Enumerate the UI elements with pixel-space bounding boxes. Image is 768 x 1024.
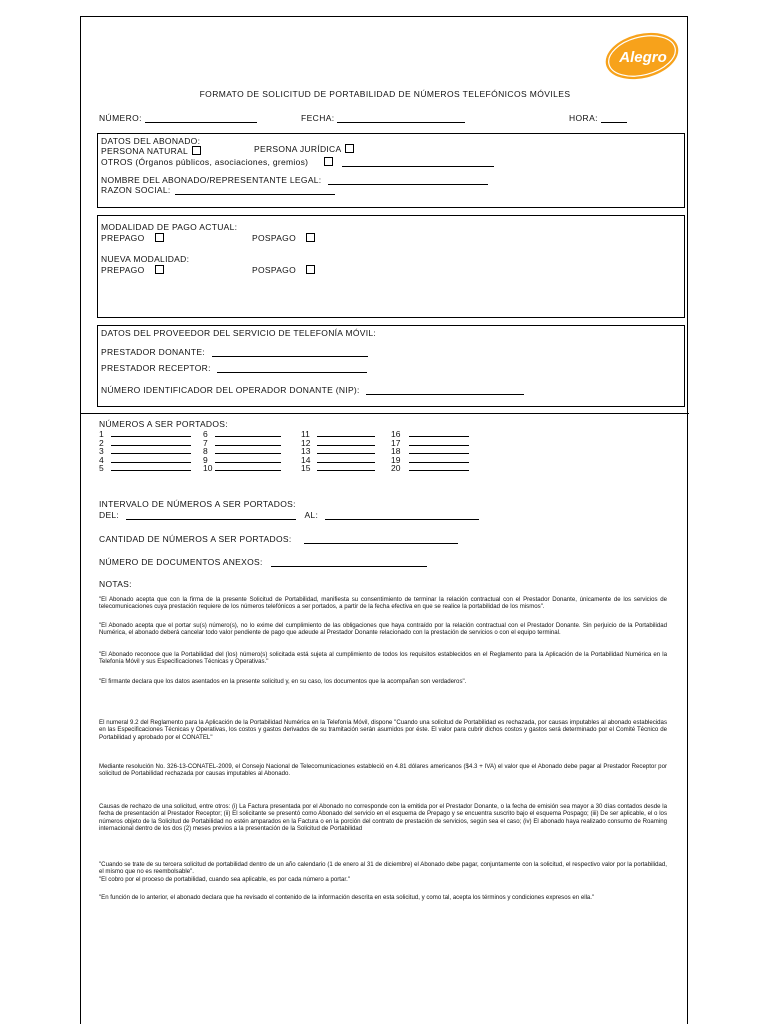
prepago-nueva-label: PREPAGO: [101, 265, 145, 275]
cantidad-label: CANTIDAD DE NÚMEROS A SER PORTADOS:: [99, 534, 292, 544]
pospago-nueva-label: POSPAGO: [252, 265, 296, 275]
prepago-actual-checkbox[interactable]: [155, 233, 164, 242]
otros-checkbox[interactable]: [324, 157, 333, 166]
hora-field[interactable]: [601, 114, 627, 123]
numero-field-5[interactable]: [111, 464, 191, 471]
numero-field-4[interactable]: [111, 456, 191, 463]
abonado-heading: DATOS DEL ABONADO:: [101, 136, 201, 146]
prepago-actual-label: PREPAGO: [101, 233, 145, 243]
persona-juridica-checkbox[interactable]: [345, 144, 354, 153]
prestador-donante-label: PRESTADOR DONANTE:: [101, 347, 205, 357]
numero-field-17[interactable]: [409, 439, 469, 446]
notas-heading: NOTAS:: [99, 579, 132, 589]
pago-actual-heading: MODALIDAD DE PAGO ACTUAL:: [101, 222, 238, 232]
form-page: [80, 16, 688, 1024]
nota-paragraph-8: "Cuando se trate de su tercera solicitud de portabilidad dentro de un año calendario (1 de enero al 31 de diciembre) el Abonado debe pagar, conjuntamente con la solicitud, el respectivo valor por la portabilidad, el mismo que no es reembolsable".: [99, 861, 667, 876]
numero-field-9[interactable]: [215, 456, 281, 463]
intervalo-del-field[interactable]: [126, 511, 296, 520]
numero-field-14[interactable]: [317, 456, 375, 463]
numero-label: NÚMERO:: [99, 113, 142, 123]
razon-social-field[interactable]: [175, 186, 335, 195]
nota-paragraph-2: "El Abonado acepta que el portar su(s) número(s), no lo exime del cumplimiento de las obligaciones que haya contraído por la relación contractual con el Prestador Donante. Sin perjuicio de la Portabilidad Numérica, el abonado deberá cancelar todo valor pendiente de pago que adeude al Prestador Donante relacionado con la prestación de servicios o con el equipo terminal.: [99, 622, 667, 637]
numeros-heading: NÚMEROS A SER PORTADOS:: [99, 419, 228, 429]
numero-field-18[interactable]: [409, 447, 469, 454]
pago-section: [97, 215, 685, 318]
numero-field-1[interactable]: [111, 430, 191, 437]
numero-field-11[interactable]: [317, 430, 375, 437]
alegro-logo: [601, 29, 683, 83]
numeros-col-3: 11 12 13 14 15: [301, 430, 375, 473]
nip-label: NÚMERO IDENTIFICADOR DEL OPERADOR DONANTE (NIP):: [101, 385, 360, 395]
prestador-receptor-label: PRESTADOR RECEPTOR:: [101, 363, 211, 373]
persona-natural-label: PERSONA NATURAL: [101, 146, 189, 156]
nip-field[interactable]: [366, 386, 524, 395]
nueva-modalidad-heading: NUEVA MODALIDAD:: [101, 254, 190, 264]
nota-paragraph-9: "El cobro por el proceso de portabilidad, cuando sea aplicable, es por cada número a portar.": [99, 876, 350, 883]
fecha-label: FECHA:: [301, 113, 335, 123]
documentos-field[interactable]: [271, 558, 427, 567]
intervalo-al-label: AL:: [304, 510, 319, 520]
abonado-section: [97, 133, 685, 208]
form-title: FORMATO DE SOLICITUD DE PORTABILIDAD DE NÚMEROS TELEFÓNICOS MÓVILES: [199, 89, 571, 99]
numero-field-12[interactable]: [317, 439, 375, 446]
numero-field-3[interactable]: [111, 447, 191, 454]
numero-field-15[interactable]: [317, 464, 375, 471]
intervalo-heading: INTERVALO DE NÚMEROS A SER PORTADOS:: [99, 499, 296, 509]
nota-paragraph-1: "El Abonado acepta que con la firma de la presente Solicitud de Portabilidad, manifiesta su consentimiento de terminar la relación contractual con el Prestador Donante, únicamente de los servicios de telecomunicaciones cuya prestación requiere de los números telefónicos a ser portados, a partir de la fecha efectiva en que se realice la portabilidad de los mismos".: [99, 596, 667, 611]
nombre-field[interactable]: [328, 176, 488, 185]
prestador-donante-field[interactable]: [212, 348, 368, 357]
pospago-actual-label: POSPAGO: [252, 233, 296, 243]
nota-paragraph-3: "El Abonado reconoce que la Portabilidad del (los) número(s) solicitada está sujeta al cumplimiento de todos los requisitos establecidos en el Reglamento para la Aplicación de la Portabilidad Numérica en la Telefonía Móvil y sus Especificaciones Técnicas y Operativas.": [99, 651, 667, 666]
numeros-col-1: 1 2 3 4 5: [99, 430, 191, 473]
header-row: [99, 113, 669, 127]
numero-field-19[interactable]: [409, 456, 469, 463]
intervalo-al-field[interactable]: [325, 511, 479, 520]
numero-field[interactable]: [145, 114, 257, 123]
otros-label: OTROS (Órganos públicos, asociaciones, gremios): [101, 157, 309, 167]
nota-paragraph-10: "En función de lo anterior, el abonado declara que ha revisado el contenido de la información descrita en esta solicitud, y como tal, acepta los términos y condiciones expresos en ella.": [99, 894, 595, 901]
numeros-col-2: 6 7 8 9 10: [203, 430, 281, 473]
numero-field-2[interactable]: [111, 439, 191, 446]
proveedor-heading: DATOS DEL PROVEEDOR DEL SERVICIO DE TELEFONÍA MÓVIL:: [101, 328, 377, 338]
persona-natural-checkbox[interactable]: [192, 146, 201, 155]
numero-field-13[interactable]: [317, 447, 375, 454]
nota-paragraph-5: El numeral 9.2 del Reglamento para la Aplicación de la Portabilidad Numérica en la Telefonía Móvil, dispone "Cuando una solicitud de Portabilidad es rechazada, por causas imputables al abonado establecidas en las Especificaciones Técnicas y Operativas, los costos y gastos derivados de su tramitación serán asumidos por éste. El valor para cubrir dichos costos y gastos será determinado por el Comité Técnico de Portabilidad y aprobado por el CONATEL": [99, 719, 667, 741]
nota-paragraph-4: "El firmante declara que los datos asentados en la presente solicitud y, en su caso, los documentos que la acompañan son verdaderos".: [99, 678, 467, 685]
numero-field-20[interactable]: [409, 464, 469, 471]
documentos-label: NÚMERO DE DOCUMENTOS ANEXOS:: [99, 557, 263, 567]
fecha-field[interactable]: [337, 114, 465, 123]
intervalo-del-label: DEL:: [99, 510, 120, 520]
razon-social-label: RAZON SOCIAL:: [101, 185, 171, 195]
numeros-col-4: 16 17 18 19 20: [391, 430, 469, 473]
numero-field-6[interactable]: [215, 430, 281, 437]
svg-text:Alegro: Alegro: [619, 49, 667, 66]
proveedor-section: [97, 325, 685, 407]
cantidad-field[interactable]: [304, 535, 458, 544]
persona-juridica-label: PERSONA JURÍDICA: [254, 144, 342, 154]
nota-paragraph-6: Mediante resolución No. 326-13-CONATEL-2009, el Consejo Nacional de Telecomunicaciones estableció en 4.81 dólares americanos ($4.3 + IVA) el valor que el Abonado debe pagar al Prestador Receptor por solicitud de Portabilidad rechazada por causas imputables al Abonado.: [99, 763, 667, 778]
nombre-label: NOMBRE DEL ABONADO/REPRESENTANTE LEGAL:: [101, 175, 322, 185]
numero-field-16[interactable]: [409, 430, 469, 437]
hora-label: HORA:: [569, 113, 598, 123]
nota-paragraph-7: Causas de rechazo de una solicitud, entre otros: (i) La Factura presentada por el Abonado no corresponde con la emitida por el Prestador Donante, o la fecha de emisión sea mayor a 30 días contados desde la fecha de presentación al Prestador Receptor; (ii) El solicitante se presentó como Abonado del servicio en el esquema de Prepago y se encuentra suscrito bajo el esquema Pospago; (iii) De ser aplicable, el o los números objeto de la Solicitud de Portabilidad no estén amparados en la Factura o en la porción del contrato de prestación de servicios, según sea el caso; (iv) El abonado haya realizado consumo de Roaming internacional dentro de los dos (2) meses previos a la presentación de la Solicitud de Portabilidad: [99, 803, 667, 833]
numero-field-7[interactable]: [215, 439, 281, 446]
numero-field-10[interactable]: [215, 464, 281, 471]
numeros-section: [81, 413, 689, 901]
pospago-nueva-checkbox[interactable]: [306, 265, 315, 274]
prestador-receptor-field[interactable]: [217, 364, 367, 373]
numero-field-8[interactable]: [215, 447, 281, 454]
otros-field[interactable]: [342, 158, 494, 167]
pospago-actual-checkbox[interactable]: [306, 233, 315, 242]
prepago-nueva-checkbox[interactable]: [155, 265, 164, 274]
